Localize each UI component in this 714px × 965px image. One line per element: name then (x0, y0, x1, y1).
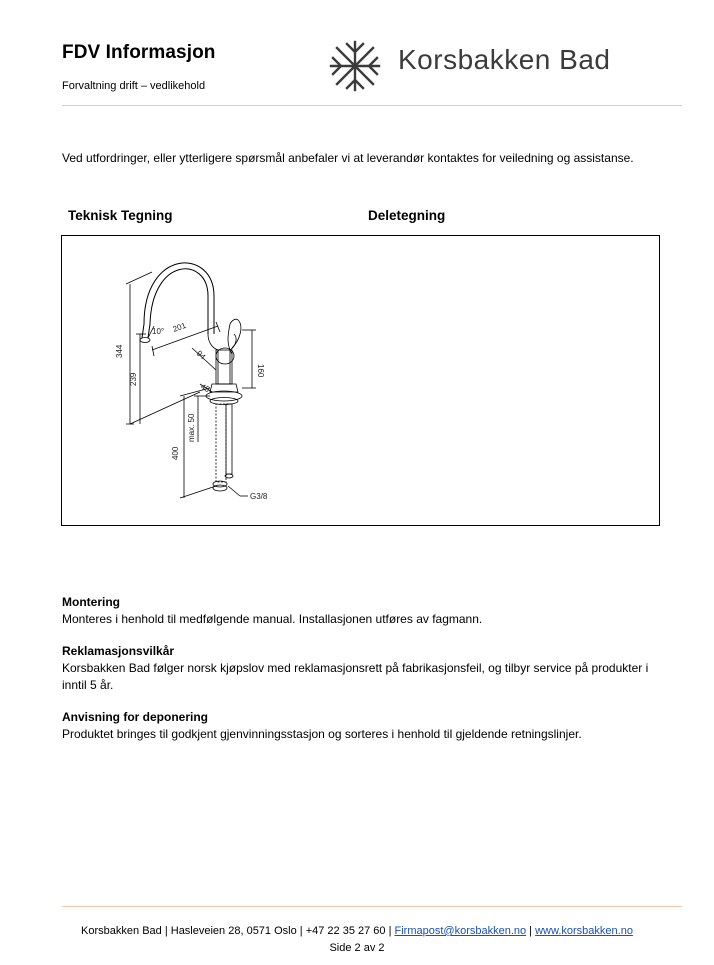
logo-star-icon (328, 40, 382, 92)
footer-separator: | (526, 925, 536, 937)
page-number: Side 2 av 2 (329, 942, 385, 954)
dim-160: 160 (256, 364, 265, 378)
page-title: FDV Informasjon (62, 42, 216, 63)
footer-phone: +47 22 35 27 60 (305, 925, 386, 937)
footer-website-link[interactable]: www.korsbakken.no (535, 925, 633, 937)
footer-divider (62, 906, 682, 907)
dim-45: 45 (199, 381, 212, 395)
dim-344: 344 (115, 344, 124, 358)
section-body: Monteres i henhold til medfølgende manual. Installasjonen utføres av fagmann. (62, 612, 483, 626)
dim-201: 201 (171, 320, 188, 334)
intro-text: Ved utfordringer, eller ytterligere spørsmål anbefaler vi at leverandør kontaktes for veiledning og assistanse. (62, 151, 634, 165)
section-body: Korsbakken Bad følger norsk kjøpslov med reklamasjonsrett på fabrikasjonsfeil, og tilbyr service på produkter i inntil 5 år. (62, 661, 649, 692)
faucet-technical-drawing (112, 246, 352, 516)
section-heading: Reklamasjonsvilkår (62, 644, 175, 658)
footer-separator: | (161, 925, 171, 937)
dim-g38: G3/8 (250, 492, 268, 501)
drawing-frame (61, 235, 660, 526)
dim-10-degree: 10° (152, 327, 165, 336)
header-divider (62, 105, 682, 106)
footer-email-link[interactable]: Firmapost@korsbakken.no (394, 925, 527, 937)
parts-drawing-heading: Deletegning (368, 208, 446, 223)
footer-company: Korsbakken Bad (81, 925, 162, 937)
logo-wordmark: Korsbakken Bad (398, 44, 611, 75)
dim-239: 239 (129, 372, 138, 386)
company-logo (328, 38, 638, 94)
section-heading: Montering (62, 595, 120, 609)
section-heading: Anvisning for deponering (62, 710, 208, 724)
section-disposal (62, 709, 662, 743)
dim-max-50: max. 50 (187, 413, 196, 442)
page-subtitle: Forvaltning drift – vedlikehold (62, 80, 206, 92)
dim-94: 94 (194, 348, 208, 362)
technical-drawing-heading: Teknisk Tegning (68, 208, 173, 223)
footer-separator: | (385, 925, 395, 937)
section-warranty (62, 643, 662, 694)
section-body: Produktet bringes til godkjent gjenvinningsstasjon og sorteres i henhold til gjeldende retningslinjer. (62, 727, 582, 741)
footer-contact (0, 925, 714, 937)
section-mounting (62, 594, 662, 628)
footer-separator: | (296, 925, 306, 937)
dim-400: 400 (171, 446, 180, 460)
footer-address: Hasleveien 28, 0571 Oslo (170, 925, 297, 937)
